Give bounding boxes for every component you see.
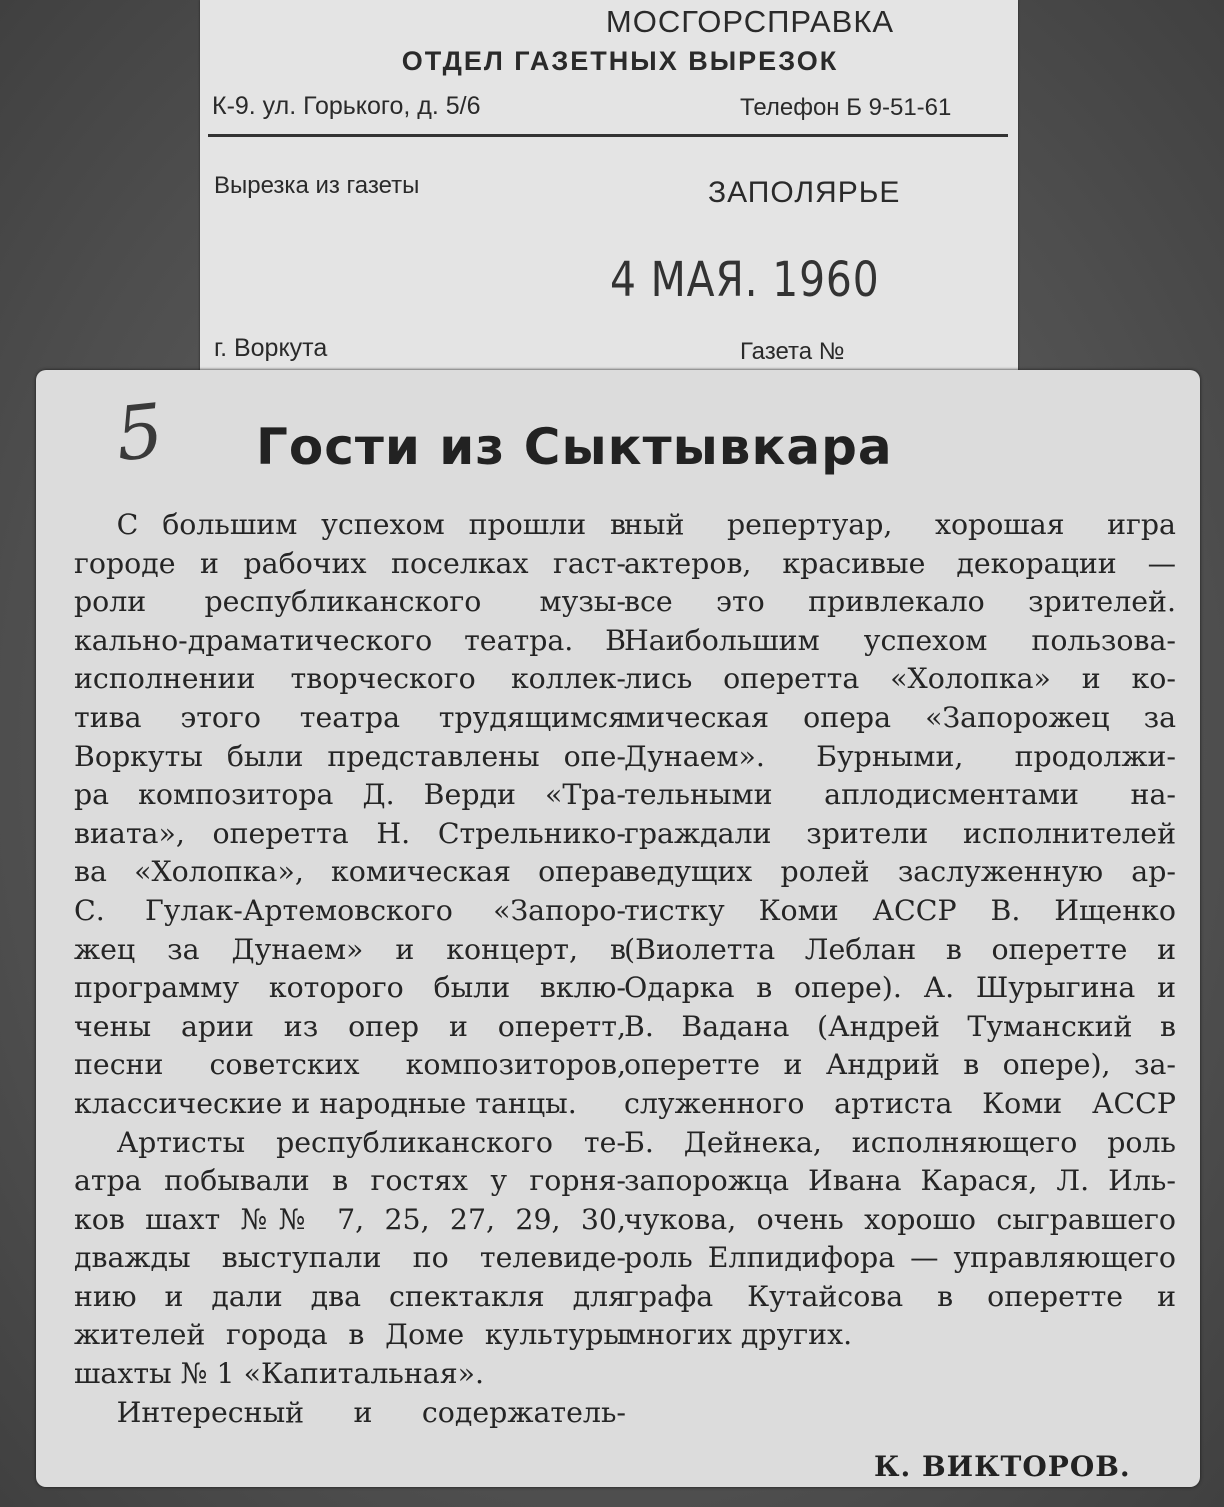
text-line: городе и рабочих поселках гаст- — [74, 546, 626, 580]
text-line: лись оперетта «Холопка» и ко- — [624, 662, 1176, 696]
text-line: ра композитора Д. Верди «Тра- — [74, 778, 626, 812]
text-line: кально-драматического театра. В — [74, 623, 626, 657]
text-line: граждали зрители исполнителей — [624, 816, 1176, 850]
text-line: жец за Дунаем» и концерт, в — [74, 932, 626, 966]
text-line: тельными аплодисментами на- — [624, 778, 1176, 812]
text-line: шахты № 1 «Капитальная». — [74, 1357, 485, 1391]
text-line: ков шахт №№ 7, 25, 27, 29, 30, — [74, 1202, 626, 1236]
text-line: мическая опера «Запорожец за — [624, 700, 1176, 734]
text-line: исполнении творческого коллек- — [74, 662, 626, 696]
article-column-left — [74, 506, 626, 1432]
text-line: С большим успехом прошли в — [74, 508, 626, 541]
date-stamp: 4 МАЯ. 1960 — [610, 252, 880, 308]
agency-phone: Телефон Б 9-51-61 — [740, 94, 952, 121]
article-column-right — [624, 506, 1176, 1355]
text-line: ведущих ролей заслуженную ар- — [624, 855, 1176, 889]
text-line: (Виолетта Леблан в оперетте и — [624, 932, 1176, 966]
text-line: графа Кутайсова в оперетте и — [624, 1279, 1176, 1313]
agency-address: К-9. ул. Горького, д. 5/6 — [212, 92, 481, 120]
text-line: В. Вадана (Андрей Туманский в — [624, 1009, 1176, 1043]
newspaper-clipping — [36, 370, 1200, 1487]
article-signature: К. ВИКТОРОВ. — [874, 1450, 1131, 1483]
text-line: чены арии из опер и оперетт, — [74, 1009, 626, 1043]
text-line: чукова, очень хорошо сыгравшего — [624, 1202, 1176, 1236]
text-line: тива этого театра трудящимся — [74, 700, 626, 734]
text-line: тистку Коми АССР В. Ищенко — [624, 893, 1176, 927]
text-line: Дунаем». Бурными, продолжи- — [624, 739, 1176, 773]
text-line: служенного артиста Коми АССР — [624, 1086, 1176, 1120]
issue-number-label: Газета № — [740, 338, 845, 365]
text-line: жителей города в Доме культуры — [74, 1318, 626, 1352]
text-line: роли республиканского музы- — [74, 585, 626, 619]
text-line: виата», оперетта Н. Стрельнико- — [74, 816, 626, 850]
text-line: ный репертуар, хорошая игра — [624, 508, 1176, 541]
text-line: роль Елпидифора — управляющего — [624, 1241, 1176, 1275]
text-line: все это привлекало зрителей. — [624, 585, 1176, 619]
text-line: песни советских композиторов, — [74, 1048, 626, 1082]
text-line: запорожца Ивана Карася, Л. Иль- — [624, 1164, 1176, 1198]
text-line: оперетте и Андрий в опере), за- — [624, 1048, 1176, 1082]
text-line: Интересный и содержатель- — [74, 1395, 626, 1429]
text-line: Б. Дейнека, исполняющего роль — [624, 1125, 1176, 1159]
text-line: дважды выступали по телевиде- — [74, 1241, 626, 1275]
text-line: атра побывали в гостях у горня- — [74, 1164, 626, 1198]
clipping-service-label — [200, 0, 1018, 396]
text-line: программу которого были вклю- — [74, 971, 626, 1005]
text-line: актеров, красивые декорации — — [624, 546, 1176, 580]
text-line: ва «Холопка», комическая опера — [74, 855, 626, 889]
text-line: Артисты республиканского те- — [74, 1125, 626, 1159]
cut-from-label: Вырезка из газеты — [214, 172, 420, 199]
agency-name: МОСГОРСПРАВКА — [605, 4, 895, 39]
city-label: г. Воркута — [214, 334, 328, 362]
text-line: Одарка в опере). А. Шурыгина и — [624, 971, 1176, 1005]
text-line: многих других. — [624, 1318, 853, 1352]
text-line: Воркуты были представлены опе- — [74, 739, 626, 773]
label-divider — [208, 134, 1008, 137]
text-line: нию и дали два спектакля для — [74, 1279, 626, 1313]
department-name: ОТДЕЛ ГАЗЕТНЫХ ВЫРЕЗОК — [401, 46, 839, 76]
handwritten-number: 5 — [111, 387, 168, 479]
text-line: Наибольшим успехом пользова- — [624, 623, 1176, 657]
text-line: С. Гулак-Артемовского «Запоро- — [74, 893, 626, 927]
article-headline: Гости из Сыктывкара — [256, 418, 893, 476]
newspaper-name: ЗАПОЛЯРЬЕ — [708, 176, 901, 209]
text-line: классические и народные танцы. — [74, 1086, 577, 1120]
